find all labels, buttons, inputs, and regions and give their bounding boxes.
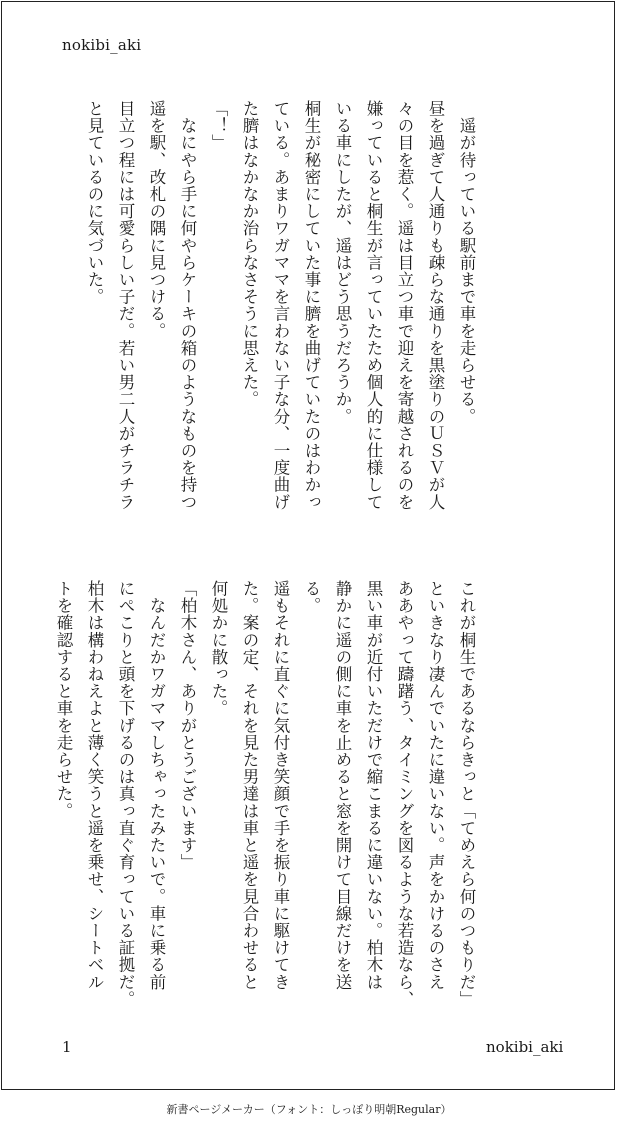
text-line: 柏木は構わねえよと薄く笑うと遥を乗せ、シートベル [85,580,104,991]
text-line: トを確認すると車を走らせた。 [54,580,73,820]
text-line: 何処かに散った。 [209,580,228,717]
text-line: 遥を駅、改札の隅に見つける。 [147,100,166,340]
text-line: なにやら手に何やらケーキの箱のようなものを持つ [178,100,197,511]
text-line: 黒い車が近付いただけで縮こまるに違いない。柏木は [364,580,383,991]
text-line: といきなり凄んでいたに違いない。声をかけるのさえ [426,580,445,991]
generator-caption: 新書ページメーカー（フォント：しっぽり明朝Regular） [166,1103,452,1116]
text-line: 遥が待っている駅前まで車を走らせる。 [457,100,476,425]
text-line: にぺこりと頭を下げるのは真っ直ぐ育っている証拠だ。 [116,580,135,1008]
text-line: いる車にしたが、遥はどう思うだろうか。 [333,100,352,425]
text-line: 嫌っていると桐生が言っていたため個人的に仕様して [364,100,383,511]
dialogue-line: 「！」 [209,100,228,152]
page-number: 1 [62,1038,72,1056]
dialogue-line: 「柏木さん、ありがとうございます」 [178,580,197,871]
text-line: た。案の定、それを見た男達は車と遥を見合わせると [240,580,259,991]
text-line: た臍はなかなか治らなさそうに思えた。 [240,100,259,408]
text-line: ああやって躊躇う、タイミングを図るような若造なら、 [395,580,414,1008]
text-line: 桐生が秘密にしていた事に臍を曲げていたのはわかっ [302,100,321,511]
text-line: これが桐生であるならきっと「てめえら何のつもりだ」 [457,580,476,1008]
text-block-top [62,100,482,570]
text-line: 静かに遥の側に車を止めると窓を開けて目線だけを送 [333,580,352,991]
text-line: 遥もそれに直ぐに気付き笑顔で手を振り車に駆けてき [271,580,290,991]
header-author: nokibi_aki [62,36,142,54]
text-line: る。 [302,580,321,615]
text-line: なんだかワガママしちゃったみたいで。車に乗る前 [147,580,166,991]
book-page [1,1,615,1090]
text-block-bottom [54,580,482,1050]
text-line: ている。あまりワガママを言わない子な分、一度曲げ [271,100,290,511]
text-line: 昼を過ぎて人通りも疎らな通りを黒塗りのＵＳＶが人 [426,100,445,511]
text-line: 々の目を惹く。遥は目立つ車で迎えを寄越されるのを [395,100,414,511]
text-line: と見ているのに気づいた。 [85,100,104,306]
text-line: 目立つ程には可愛らしい子だ。若い男二人がチラチラ [116,100,135,511]
footer-author: nokibi_aki [486,1038,564,1056]
